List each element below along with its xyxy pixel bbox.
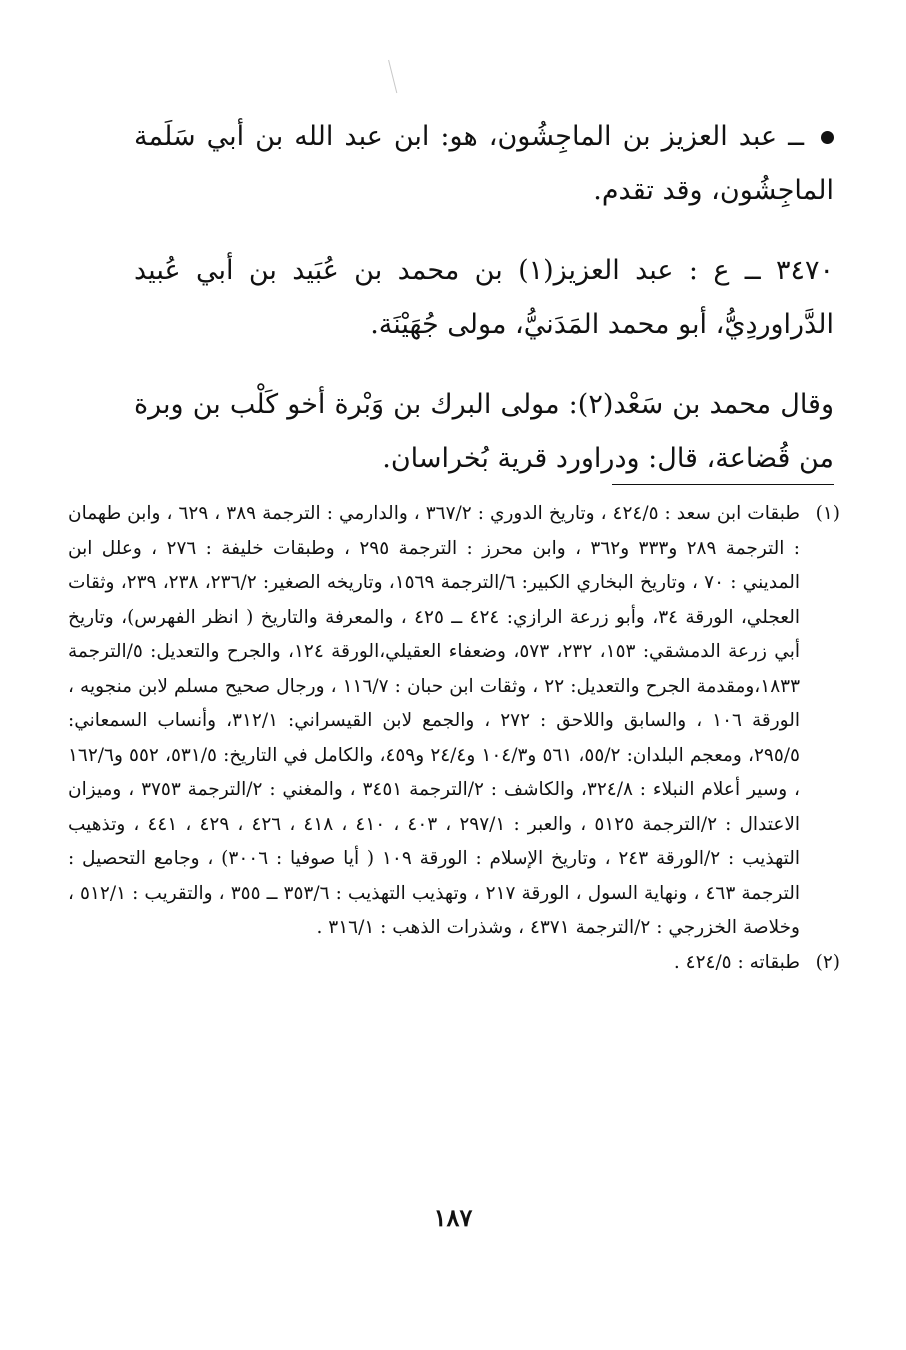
footnote-divider bbox=[612, 484, 834, 485]
entry-text: ٣٤٧٠ ــ ع : عبد العزيز(١) بن محمد بن عُبَيد بن أبي عُبيد الدَّراوردِيُّ، أبو محمد المَدَنيُّ، مولى جُهَيْنَة. bbox=[134, 255, 834, 340]
entry-text: وقال محمد بن سَعْد(٢): مولى البرك بن وَبْرة أخو كَلْب بن وبرة من قُضاعة، قال: ودراورد قرية بُخراسان. bbox=[134, 389, 835, 474]
entry-paragraph bbox=[134, 110, 834, 218]
entry-paragraph bbox=[134, 378, 834, 486]
footnote-2 bbox=[68, 946, 840, 981]
bullet-icon bbox=[821, 131, 834, 144]
pencil-mark bbox=[388, 57, 409, 93]
entry-text: ــ عبد العزيز بن الماجِشُون، هو: ابن عبد الله بن أبي سَلَمة الماجِشُون، وقد تقدم. bbox=[134, 121, 834, 206]
page-number: ١٨٧ bbox=[433, 1203, 473, 1232]
footnote-number: (٢) bbox=[815, 951, 840, 973]
footnote-1 bbox=[68, 497, 840, 946]
main-text bbox=[134, 110, 834, 512]
footnotes bbox=[68, 497, 840, 980]
footnote-number: (١) bbox=[815, 503, 840, 524]
footnote-text: طبقات ابن سعد : ٤٢٤/٥ ، وتاريخ الدوري : ٣٦٧/٢ ، والدارمي : الترجمة ٣٨٩ ، ٦٢٩ ، وابن طهمان : الترجمة ٢٨٩ و٣٣٣ و٣٦٢ ، وابن محرز : الترجمة ٢٩٥ ، وطبقات خليفة : ٢٧٦ ، وعلل ابن المديني : ٧٠ ، وتاريخ البخاري الكبير: ٦/الترجمة ١٥٦٩، وتاريخه الصغير: ٢٣٦/٢، ٢٣٨، ٢٣٩، وثقات العجلي، الورقة ٣٤، وأبو زرعة الرازي: ٤٢٤ ــ ٤٢٥ ، والمعرفة والتاريخ ( انظر الفهرس)، وتاريخ أبي زرعة الدمشقي: ١٥٣، ٢٣٢، ٥٧٣، وضعفاء العقيلي،الورقة ١٢٤، والجرح والتعديل: ٥/الترجمة ١٨٣٣،ومقدمة الجرح والتعديل: ٢٢ ، وثقات ابن حبان : ١١٦/٧ ، ورجال صحيح مسلم لابن منجويه ، الورقة ١٠٦ ، والسابق واللاحق : ٢٧٢ ، والجمع لابن القيسراني: ٣١٢/١، وأنساب السمعاني: ٢٩٥/٥، ومعجم البلدان: ٥٥/٢، ٥٦١ و١٠٤/٣ و٢٤/٤ و٤٥٩، والكامل في التاريخ: ٥٣١/٥، ٥٥٢ و١٦٢/٦ ، وسير أعلام النبلاء : ٣٢٤/٨، والكاشف : ٢/الترجمة ٣٤٥١ ، والمغني : ٢/الترجمة ٣٧٥٣ ، وميزان الاعتدال : ٢/الترجمة ٥١٢٥ ، والعبر : ٢٩٧/١ ، ٤٠٣ ، ٤١٠ ، ٤١٨ ، ٤٢٦ ، ٤٢٩ ، ٤٤١ ، وتذهيب التهذيب : ٢/الورقة ٢٤٣ ، وتاريخ الإسلام : الورقة ١٠٩ ( أيا صوفيا : ٣٠٠٦) ، وجامع التحصيل : الترجمة ٤٦٣ ، ونهاية السول ، الورقة ٢١٧ ، وتهذيب التهذيب : ٣٥٣/٦ ــ ٣٥٥ ، والتقريب : ٥١٢/١ ، وخلاصة الخزرجي : ٢/الترجمة ٤٣٧١ ، وشذرات الذهب : ٣١٦/١ . bbox=[68, 503, 801, 938]
entry-paragraph bbox=[134, 244, 834, 352]
footnote-text: طبقاته : ٤٢٤/٥ . bbox=[673, 951, 800, 973]
